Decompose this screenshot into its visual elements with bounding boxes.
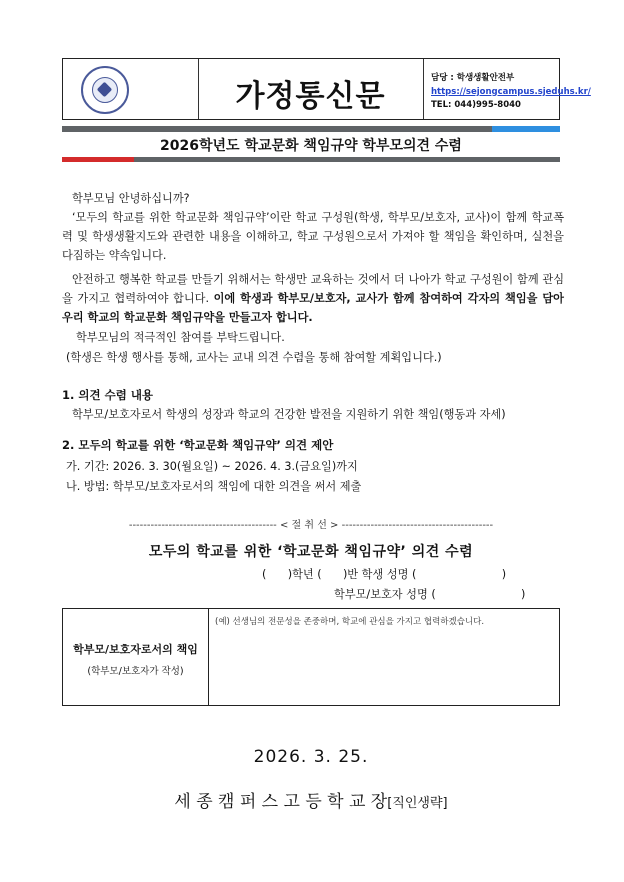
opinion-table	[62, 608, 560, 706]
school-website-link[interactable]: https://sejongcampus.sjeduhs.kr/	[431, 86, 591, 97]
contact-info	[431, 72, 591, 113]
seal-omitted-note: [직인생략]	[387, 796, 448, 811]
paragraph-purpose-emphasis: 이에 학생과 학부모/보호자, 교사가 함께 참여하여 각자의 책임을 담아 우리 학교의 학교문화 책임규약을 만들고자 합니다.	[62, 292, 564, 324]
newsletter-header	[62, 58, 591, 120]
table-sublabel: (학부모/보호자가 작성)	[87, 666, 184, 677]
opinion-input-area[interactable]: (예) 선생님의 전문성을 존중하며, 학교에 관심을 가지고 협력하겠습니다.	[215, 617, 485, 627]
section1-content: 학부모/보호자로서 학생의 성장과 학교의 건강한 발전을 지원하기 위한 책임(행동과 자세)	[72, 408, 506, 421]
paragraph-intro: ‘모두의 학교를 위한 학교문화 책임규약’이란 학교 구성원(학생, 학부모/보호자, 교사)이 함께 학교폭력 및 학생생활지도와 관련한 내용을 이해하고, 학교 구성원으로서 가져야 할 책임을 확인하며, 실천을 다짐하는 약속입니다.	[62, 211, 564, 262]
decorative-bar	[62, 157, 134, 162]
school-principal-name: 세 종 캠 퍼 스 고 등 학 교 장	[174, 792, 388, 812]
student-info-field[interactable]: ( )학년 ( )반 학생 성명 ( )	[262, 568, 507, 581]
header-divider	[198, 59, 199, 119]
paragraph-purpose-text: 안전하고 행복한 학교를 만들기 위해서는 학생만 교육하는 것에서 더 나아가 학교 구성원이 함께 관심을 가지고 협력하여야 합니다.	[62, 273, 564, 305]
section2-period: 가. 기간: 2026. 3. 30(월요일) ~ 2026. 4. 3.(금요일)까지	[66, 460, 358, 473]
section1-heading: 1. 의견 수렴 내용	[62, 388, 154, 402]
section2-method: 나. 방법: 학부모/보호자로서의 책임에 대한 의견을 써서 제출	[66, 480, 362, 493]
decorative-bar	[62, 126, 492, 132]
parent-name-field[interactable]: 학부모/보호자 성명 ( )	[334, 588, 526, 601]
greeting: 학부모님 안녕하십니까?	[72, 192, 190, 205]
cut-line: ----------------------------------------- < 절 취 선 > ------------------------------------------	[128, 520, 494, 531]
contact-department: 담당 : 학생생활안전부	[431, 73, 515, 83]
decorative-bar	[492, 126, 560, 132]
paragraph-request: 학부모님의 적극적인 참여를 부탁드립니다.	[76, 331, 285, 344]
decorative-bar	[134, 157, 560, 162]
header-divider	[423, 59, 424, 119]
document-date: 2026. 3. 25.	[253, 747, 369, 767]
newsletter-title: 가정통신문	[235, 79, 386, 114]
principal-signature	[62, 787, 560, 812]
document-subtitle: 2026학년도 학교문화 책임규약 학부모의견 수렴	[160, 138, 462, 154]
contact-phone: TEL: 044)995-8040	[431, 100, 521, 110]
table-label: 학부모/보호자로서의 책임	[73, 643, 198, 656]
school-seal-icon	[81, 66, 129, 114]
paragraph-note: (학생은 학생 행사를 통해, 교사는 교내 의견 수렴을 통해 참여할 계획입니다.)	[66, 351, 442, 364]
section2-heading: 2. 모두의 학교를 위한 ‘학교문화 책임규약’ 의견 제안	[62, 438, 334, 452]
paragraph-purpose	[62, 270, 564, 327]
form-title: 모두의 학교를 위한 ‘학교문화 책임규약’ 의견 수렴	[148, 544, 474, 560]
table-divider	[208, 609, 209, 705]
